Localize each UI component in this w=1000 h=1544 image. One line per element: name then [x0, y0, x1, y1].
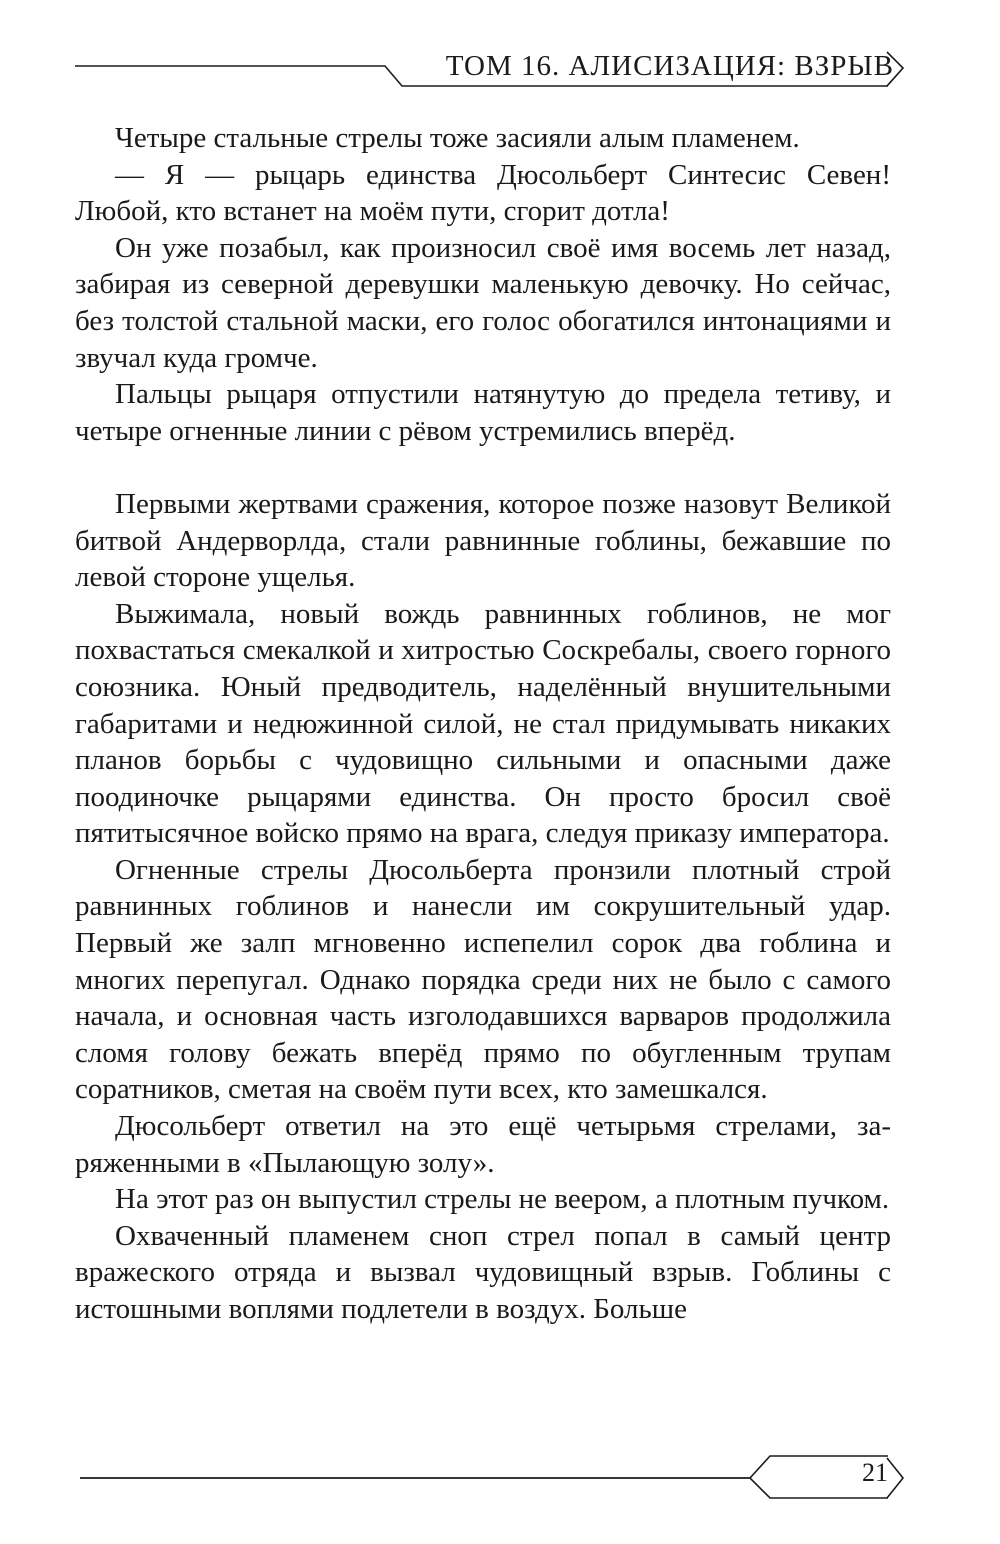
paragraph: Дюсольберт ответил на это ещё четырьмя стрелами, заряженными в «Пылающую золу». — [75, 1110, 891, 1179]
paragraph: Первыми жертвами сражения, которое позже назовут Великой битвой Андерворлда, стали равнинные гоблины, бежавшие по левой стороне ущелья. — [75, 487, 891, 594]
paragraph: Он уже позабыл, как произносил своё имя восемь лет назад, забирая из северной деревушки маленькую девочку. Но сейчас, без толстой стальной маски, его голос обогатился интонациями и звучал куда громче. — [75, 231, 891, 374]
paragraph: — Я — рыцарь единства Дюсольберт Синтесис Севен! Любой, кто встанет на моём пути, сгорит дотла! — [75, 158, 891, 228]
page-footer — [0, 1444, 1000, 1504]
paragraph: Огненные стрелы Дюсольберта пронзили плотный строй равнинных гоблинов и нанесли им сокрушительный удар. Первый же залп мгновенно испепелил сорок два гоблина и многих перепугал. Однако порядка среди них не было с самого начала, и основная часть изголодавшихся варваров продолжила сломя голову бежать вперёд прямо по обугленным трупам соратников, сметая на своём пути всех, кто замешкался. — [75, 853, 891, 1106]
body-text — [75, 120, 891, 1328]
paragraph: Пальцы рыцаря отпустили натянутую до предела тетиву, и четыре огненные линии с рёвом устремились вперёд. — [75, 378, 891, 447]
running-title: ТОМ 16. АЛИСИЗАЦИЯ: ВЗРЫВ — [445, 50, 894, 82]
section-break — [75, 449, 891, 486]
running-header — [0, 40, 1000, 90]
paragraph: Четыре стальные стрелы тоже засияли алым пламенем. — [115, 122, 800, 154]
page-number: 21 — [862, 1458, 888, 1487]
paragraph: Охваченный пламенем сноп стрел попал в самый центр вражеского отряда и вызвал чудовищный взрыв. Гоблины с истошными воплями подлетели в воздух. Больше — [75, 1219, 891, 1325]
footer-rule — [0, 1444, 1000, 1504]
paragraph: На этот раз он выпустил стрелы не веером, а плотным пучком. — [115, 1183, 890, 1216]
paragraph: Выжимала, новый вождь равнинных гоблинов, не мог похвастаться смекалкой и хитростью Соскребалы, своего горного союзника. Юный предводитель, наделённый внушительными габаритами и недюжинной силой, не стал придумывать никаких планов борьбы с чудовищно сильными и опасными даже поодиночке рыцарями единства. Он просто бросил своё пятитысячное войско прямо на врага, следуя приказу императора. — [75, 597, 891, 850]
